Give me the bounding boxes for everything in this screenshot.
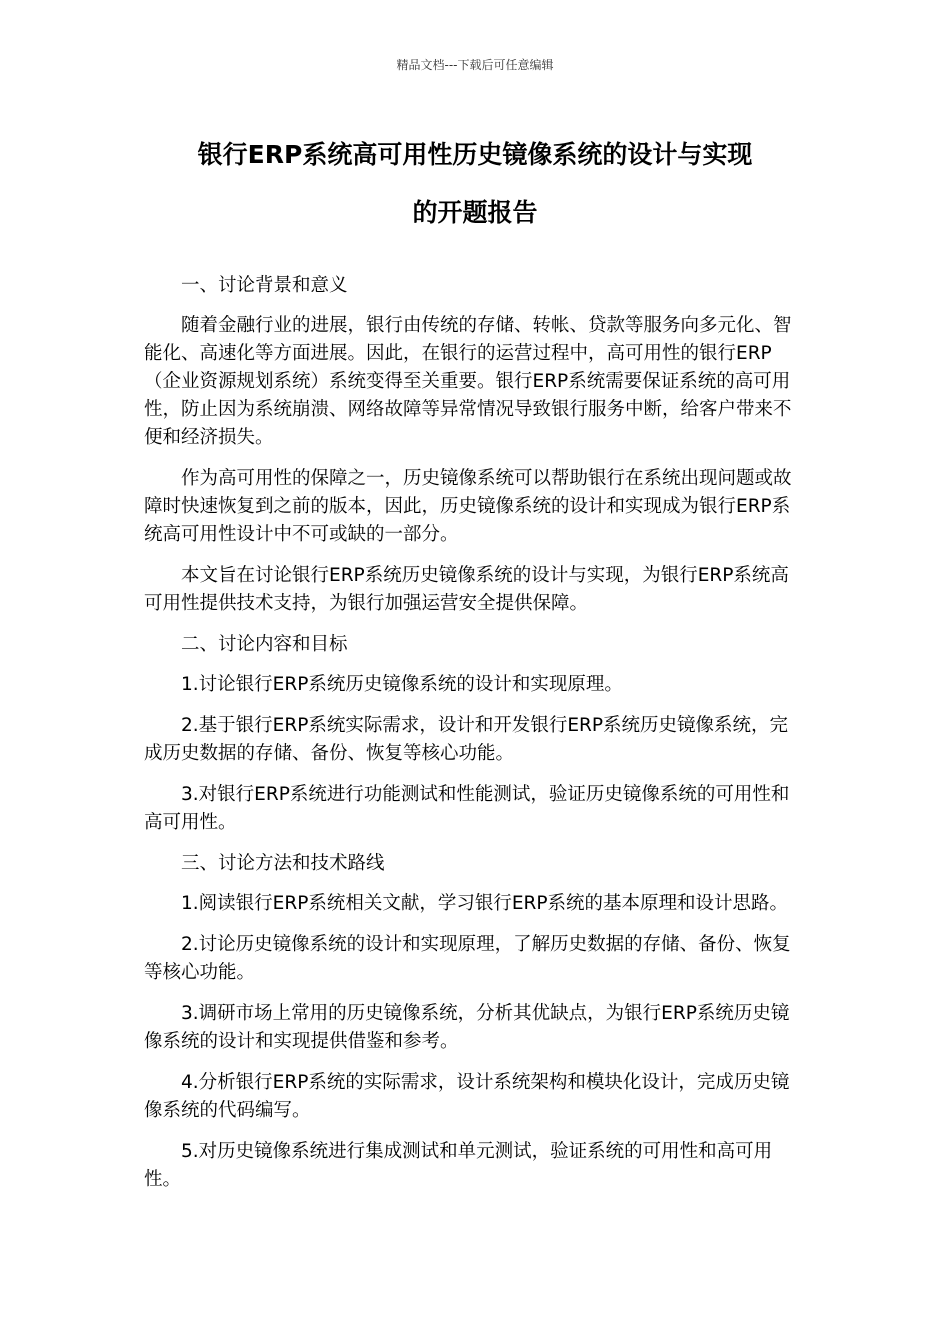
paragraph: 作为高可用性的保障之一，历史镜像系统可以帮助银行在系统出现问题或故障时快速恢复到之前的版本，因此，历史镜像系统的设计和实现成为银行ERP系统高可用性设计中不可或缺的一部分。 — [144, 468, 792, 545]
paragraph: 3.调研市场上常用的历史镜像系统，分析其优缺点，为银行ERP系统历史镜像系统的设计和实现提供借鉴和参考。 — [144, 1003, 790, 1052]
paragraph: 1.阅读银行ERP系统相关文献，学习银行ERP系统的基本原理和设计思路。 — [181, 893, 789, 914]
paragraph: 5.对历史镜像系统进行集成测试和单元测试，验证系统的可用性和高可用性。 — [144, 1141, 773, 1190]
paragraph: 2.讨论历史镜像系统的设计和实现原理，了解历史数据的存储、备份、恢复等核心功能。 — [144, 934, 791, 983]
section-heading: 二、讨论内容和目标 — [181, 634, 348, 655]
document-title-line-1: 银行ERP系统高可用性历史镜像系统的设计与实现 — [197, 140, 753, 169]
paragraph: 2.基于银行ERP系统实际需求，设计和开发银行ERP系统历史镜像系统，完成历史数据的存储、备份、恢复等核心功能。 — [144, 715, 789, 764]
paragraph: 3.对银行ERP系统进行功能测试和性能测试，验证历史镜像系统的可用性和高可用性。 — [144, 784, 790, 833]
paragraph: 4.分析银行ERP系统的实际需求，设计系统架构和模块化设计，完成历史镜像系统的代码编写。 — [144, 1072, 790, 1121]
paragraph: 随着金融行业的进展，银行由传统的存储、转帐、贷款等服务向多元化、智能化、高速化等方面进展。因此，在银行的运营过程中，高可用性的银行ERP（企业资源规划系统）系统变得至关重要。银行ERP系统需要保证系统的高可用性，防止因为系统崩溃、网络故障等异常情况导致银行服务中断，给客户带来不便和经济损失。 — [144, 315, 792, 448]
paragraph: 1.讨论银行ERP系统历史镜像系统的设计和实现原理。 — [181, 674, 623, 695]
section-heading: 三、讨论方法和技术路线 — [181, 853, 385, 874]
header-note: 精品文档---下载后可任意编辑 — [396, 58, 554, 72]
document-body — [144, 272, 806, 1207]
section-heading: 一、讨论背景和意义 — [181, 275, 348, 296]
document-title-line-2: 的开题报告 — [412, 198, 538, 227]
paragraph: 本文旨在讨论银行ERP系统历史镜像系统的设计与实现，为银行ERP系统高可用性提供技术支持，为银行加强运营安全提供保障。 — [144, 565, 789, 614]
